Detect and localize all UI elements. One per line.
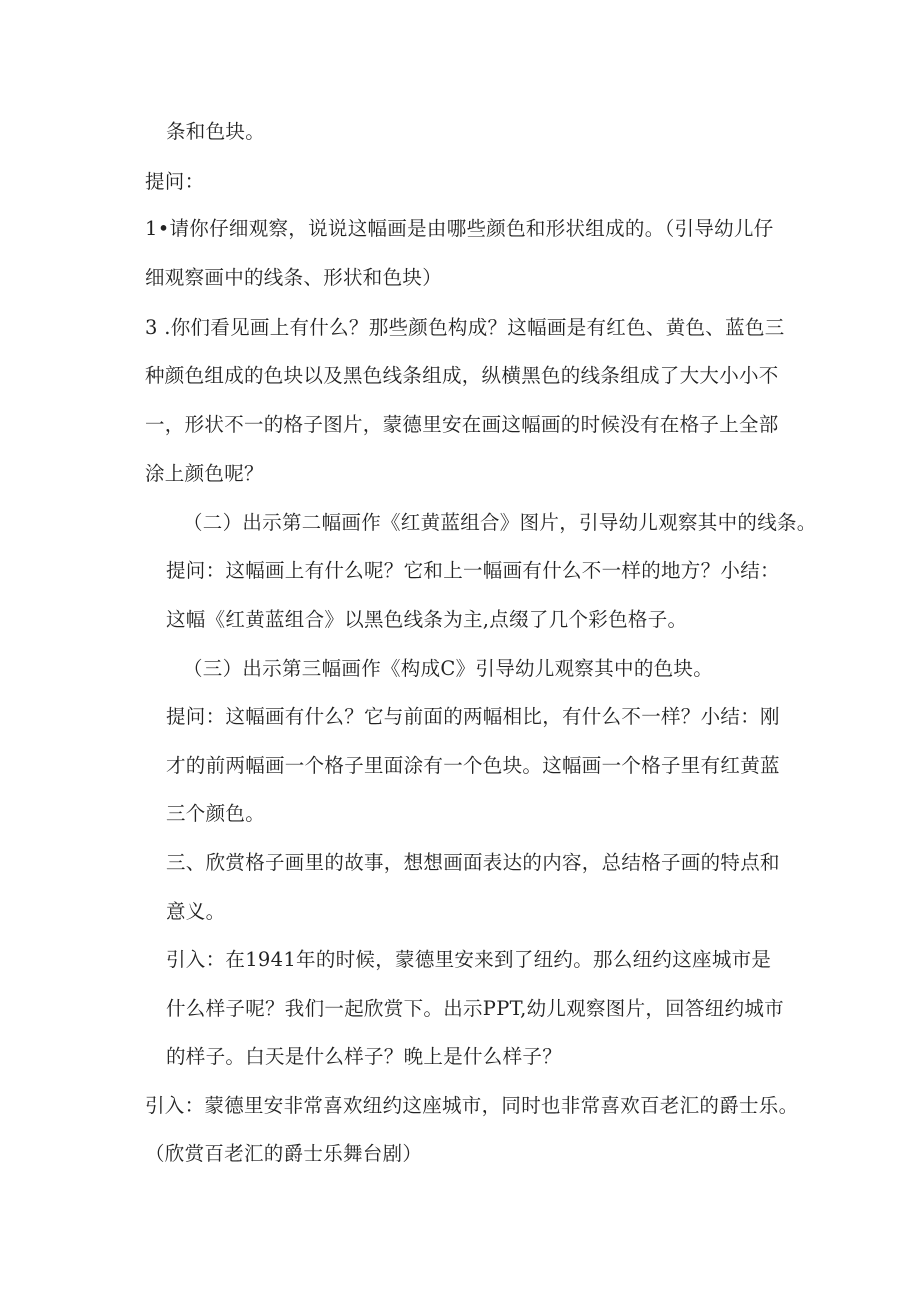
text-line: 细观察画中的线条、形状和色块） [145, 266, 443, 289]
text-line: 引入：蒙德里安非常喜欢纽约这座城市，同时也非常喜欢百老汇的爵士乐。 [145, 1094, 799, 1117]
text-line: 才的前两幅画一个格子里面涂有一个色块。这幅画一个格子里有红黄蓝 [166, 754, 780, 777]
text-line: 提问： [145, 170, 205, 193]
text-line: 什么样子呢？我们一起欣赏下。出示PPT,幼儿观察图片，回答纽约城市 [166, 997, 784, 1020]
text-line: （三）出示第三幅画作《构成C》引导幼儿观察其中的色块。 [183, 657, 714, 680]
text-line: 提问：这幅画有什么？它与前面的两幅相比，有什么不一样？小结：刚 [166, 705, 780, 728]
text-line: 种颜色组成的色块以及黑色线条组成，纵横黑色的线条组成了大大小小不 [145, 364, 779, 387]
text-line: 意义。 [166, 900, 226, 923]
text-line: 的样子。白天是什么样子？晚上是什么样子？ [166, 1045, 563, 1068]
text-line: 一，形状不一的格子图片，蒙德里安在画这幅画的时候没有在格子上全部 [145, 413, 779, 436]
text-line: 三、欣赏格子画里的故事，想想画面表达的内容，总结格子画的特点和 [166, 851, 780, 874]
text-line: 1•请你仔细观察，说说这幅画是由哪些颜色和形状组成的。（引导幼儿仔 [145, 217, 774, 240]
text-line: （欣赏百老汇的爵士乐舞台剧） [145, 1142, 423, 1165]
text-line: （二）出示第二幅画作《红黄蓝组合》图片，引导幼儿观察其中的线条。 [183, 511, 817, 534]
text-line: 引入：在1941年的时候，蒙德里安来到了纽约。那么纽约这座城市是 [166, 948, 772, 971]
text-line: 这幅《红黄蓝组合》以黑色线条为主,点缀了几个彩色格子。 [166, 608, 688, 631]
text-line: 三个颜色。 [166, 802, 266, 825]
text-line: 涂上颜色呢？ [145, 462, 264, 485]
text-line: 提问：这幅画上有什么呢？它和上一幅画有什么不一样的地方？小结： [166, 559, 780, 582]
text-line: 3 .你们看见画上有什么？那些颜色构成？这幅画是有红色、黄色、蓝色三 [145, 316, 785, 339]
text-line: 条和色块。 [166, 120, 266, 143]
